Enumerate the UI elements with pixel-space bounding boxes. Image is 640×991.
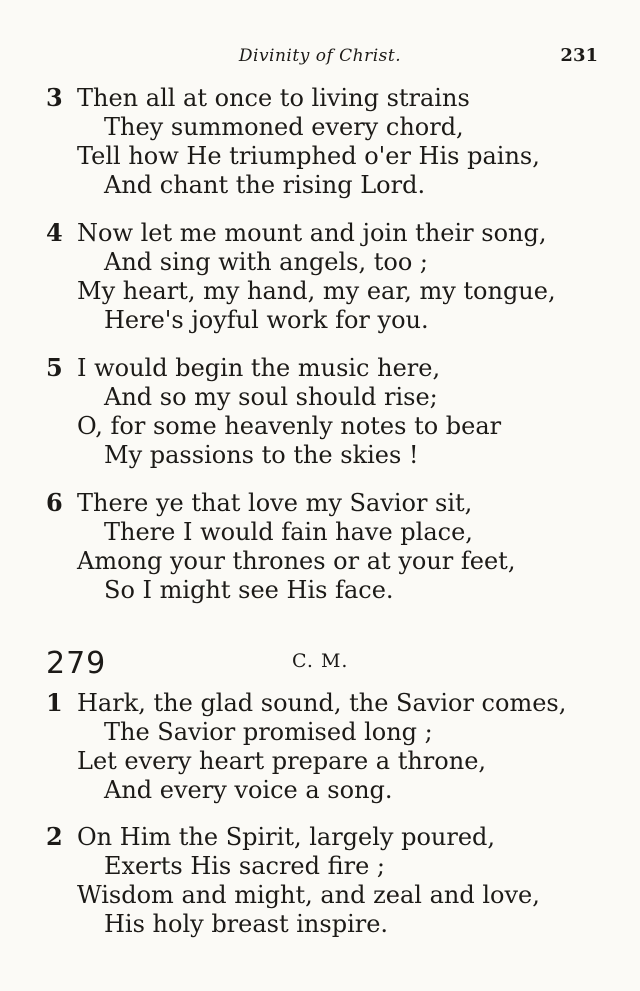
stanza-line: Then all at once to living strains xyxy=(77,84,470,112)
stanza-line: Wisdom and might, and zeal and love, xyxy=(77,881,540,909)
stanza-line: There ye that love my Savior sit, xyxy=(77,489,473,517)
stanza-line: My heart, my hand, my ear, my tongue, xyxy=(77,277,556,305)
stanza-line: O, for some heavenly notes to bear xyxy=(77,412,502,440)
stanza-line: I would begin the music here, xyxy=(77,354,441,382)
stanza-line: Now let me mount and join their song, xyxy=(77,219,547,247)
stanza-line: And chant the rising Lord. xyxy=(104,171,426,199)
stanza-line: Exerts His sacred fire ; xyxy=(104,852,386,880)
running-header-title: Divinity of Christ. xyxy=(238,46,402,66)
stanza-line: And every voice a song. xyxy=(104,776,393,804)
stanza-line: And sing with angels, too ; xyxy=(104,248,429,276)
stanza-number: 2 xyxy=(46,822,63,851)
stanza-number: 1 xyxy=(46,688,63,717)
stanza-line: There I would fain have place, xyxy=(104,518,473,546)
stanza-line: His holy breast inspire. xyxy=(104,910,389,938)
stanza-number: 5 xyxy=(46,353,63,382)
hymn-meter: C. M. xyxy=(292,650,349,672)
stanza-number: 4 xyxy=(46,218,63,247)
stanza-line: And so my soul should rise; xyxy=(104,383,438,411)
hymn-number: 279 xyxy=(46,646,107,681)
stanza-line: Hark, the glad sound, the Savior comes, xyxy=(77,689,567,717)
stanza-line: Let every heart prepare a throne, xyxy=(77,747,487,775)
page-number: 231 xyxy=(560,45,598,66)
stanza-line: My passions to the skies ! xyxy=(104,441,419,469)
stanza-line: Among your thrones or at your feet, xyxy=(77,547,516,575)
stanza-line: Here's joyful work for you. xyxy=(104,306,429,334)
stanza-line: The Savior promised long ; xyxy=(104,718,433,746)
stanza-line: They summoned every chord, xyxy=(104,113,464,141)
stanza-line: On Him the Spirit, largely poured, xyxy=(77,823,496,851)
stanza-number: 3 xyxy=(46,83,63,112)
stanza-number: 6 xyxy=(46,488,63,517)
stanza-line: Tell how He triumphed o'er His pains, xyxy=(77,142,540,170)
stanza-line: So I might see His face. xyxy=(104,576,394,604)
